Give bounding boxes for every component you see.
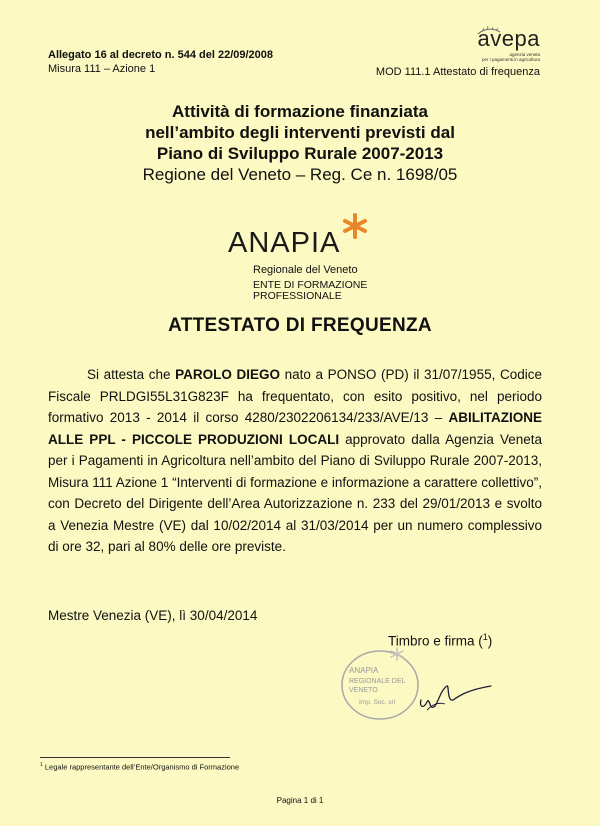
participant-name: PAROLO DIEGO (175, 367, 281, 382)
allegato-reference: Allegato 16 al decreto n. 544 del 22/09/2008 (48, 49, 274, 61)
page-number: Pagina 1 di 1 (276, 796, 324, 805)
title-line-4: Regione del Veneto – Reg. Ce n. 1698/05 (142, 165, 458, 184)
anapia-wordmark: ANAPIA (228, 227, 341, 259)
stamp-and-signature (335, 640, 495, 735)
anapia-region: Regionale del Veneto (253, 264, 358, 276)
footnote-divider (40, 757, 230, 758)
certificate-heading: ATTESTATO DI FREQUENZA (168, 315, 432, 336)
title-line-2: nell’ambito degli interventi previsti dal (145, 123, 455, 142)
anapia-description: ENTE DI FORMAZIONE PROFESSIONALE (253, 279, 368, 302)
stamp-text-2: REGIONALE DEL (349, 678, 406, 685)
certificate-body (48, 364, 542, 558)
avepa-logo (420, 26, 540, 66)
document-header-left (48, 48, 273, 76)
module-reference: MOD 111.1 Attestato di frequenza (375, 66, 540, 78)
footnote: $^1$ Legale rappresentante dell’Ente/Organismo di Formazione (40, 762, 240, 772)
avepa-subtitle: agenzia veneta per i pagamenti in agricoltura (481, 52, 540, 62)
title-block (0, 101, 600, 185)
title-line-1: Attività di formazione finanziata (172, 102, 428, 121)
body-approval: approvato dalla Agenzia Veneta per i Pagamenti in Agricoltura nell’ambito del Piano di Sviluppo Rurale 2007-2013, Misura 111 Azione 1 “Interventi di formazione e informazione a carattere collettivo”, con Decreto del Dirigente dell’Area Autorizzazione n. 233 del 29/01/2013 e svolto a Venezia Mestre (VE) dal 10/02/2014 al 31/03/2014 per un numero complessivo di ore 32, pari al 80% delle ore previste. (48, 431, 542, 554)
signature-label: Timbro e firma ($^1$) (388, 632, 493, 649)
title-line-3: Piano di Sviluppo Rurale 2007-2013 (156, 144, 444, 163)
place-date: Mestre Venezia (VE), lì 30/04/2014 (48, 608, 258, 623)
avepa-wordmark: avepa (477, 26, 540, 51)
stamp-text-3: VENETO (349, 687, 378, 694)
stamp-text-1: ANAPIA (349, 666, 379, 675)
document-header-right (376, 26, 540, 78)
footnote-ref: 1 (482, 632, 488, 642)
anapia-logo (228, 213, 388, 308)
misura-reference: Misura 111 – Azione 1 (48, 63, 156, 75)
body-details: nato a PONSO (PD) il 31/07/1955, Codice Fiscale PRLDGI55L31G823F ha frequentato, con esito positivo, nel periodo formativo 2013 - 2014 il corso 4280/2302206134/233/AVE/13 – (48, 367, 542, 425)
course-title: ABILITAZIONE ALLE PPL - PICCOLE PRODUZIONI LOCALI (48, 410, 542, 447)
body-intro: Si attesta che (87, 367, 176, 382)
stamp-text-4: Imp. Soc. srl (359, 699, 396, 706)
asterisk-icon (342, 213, 368, 239)
